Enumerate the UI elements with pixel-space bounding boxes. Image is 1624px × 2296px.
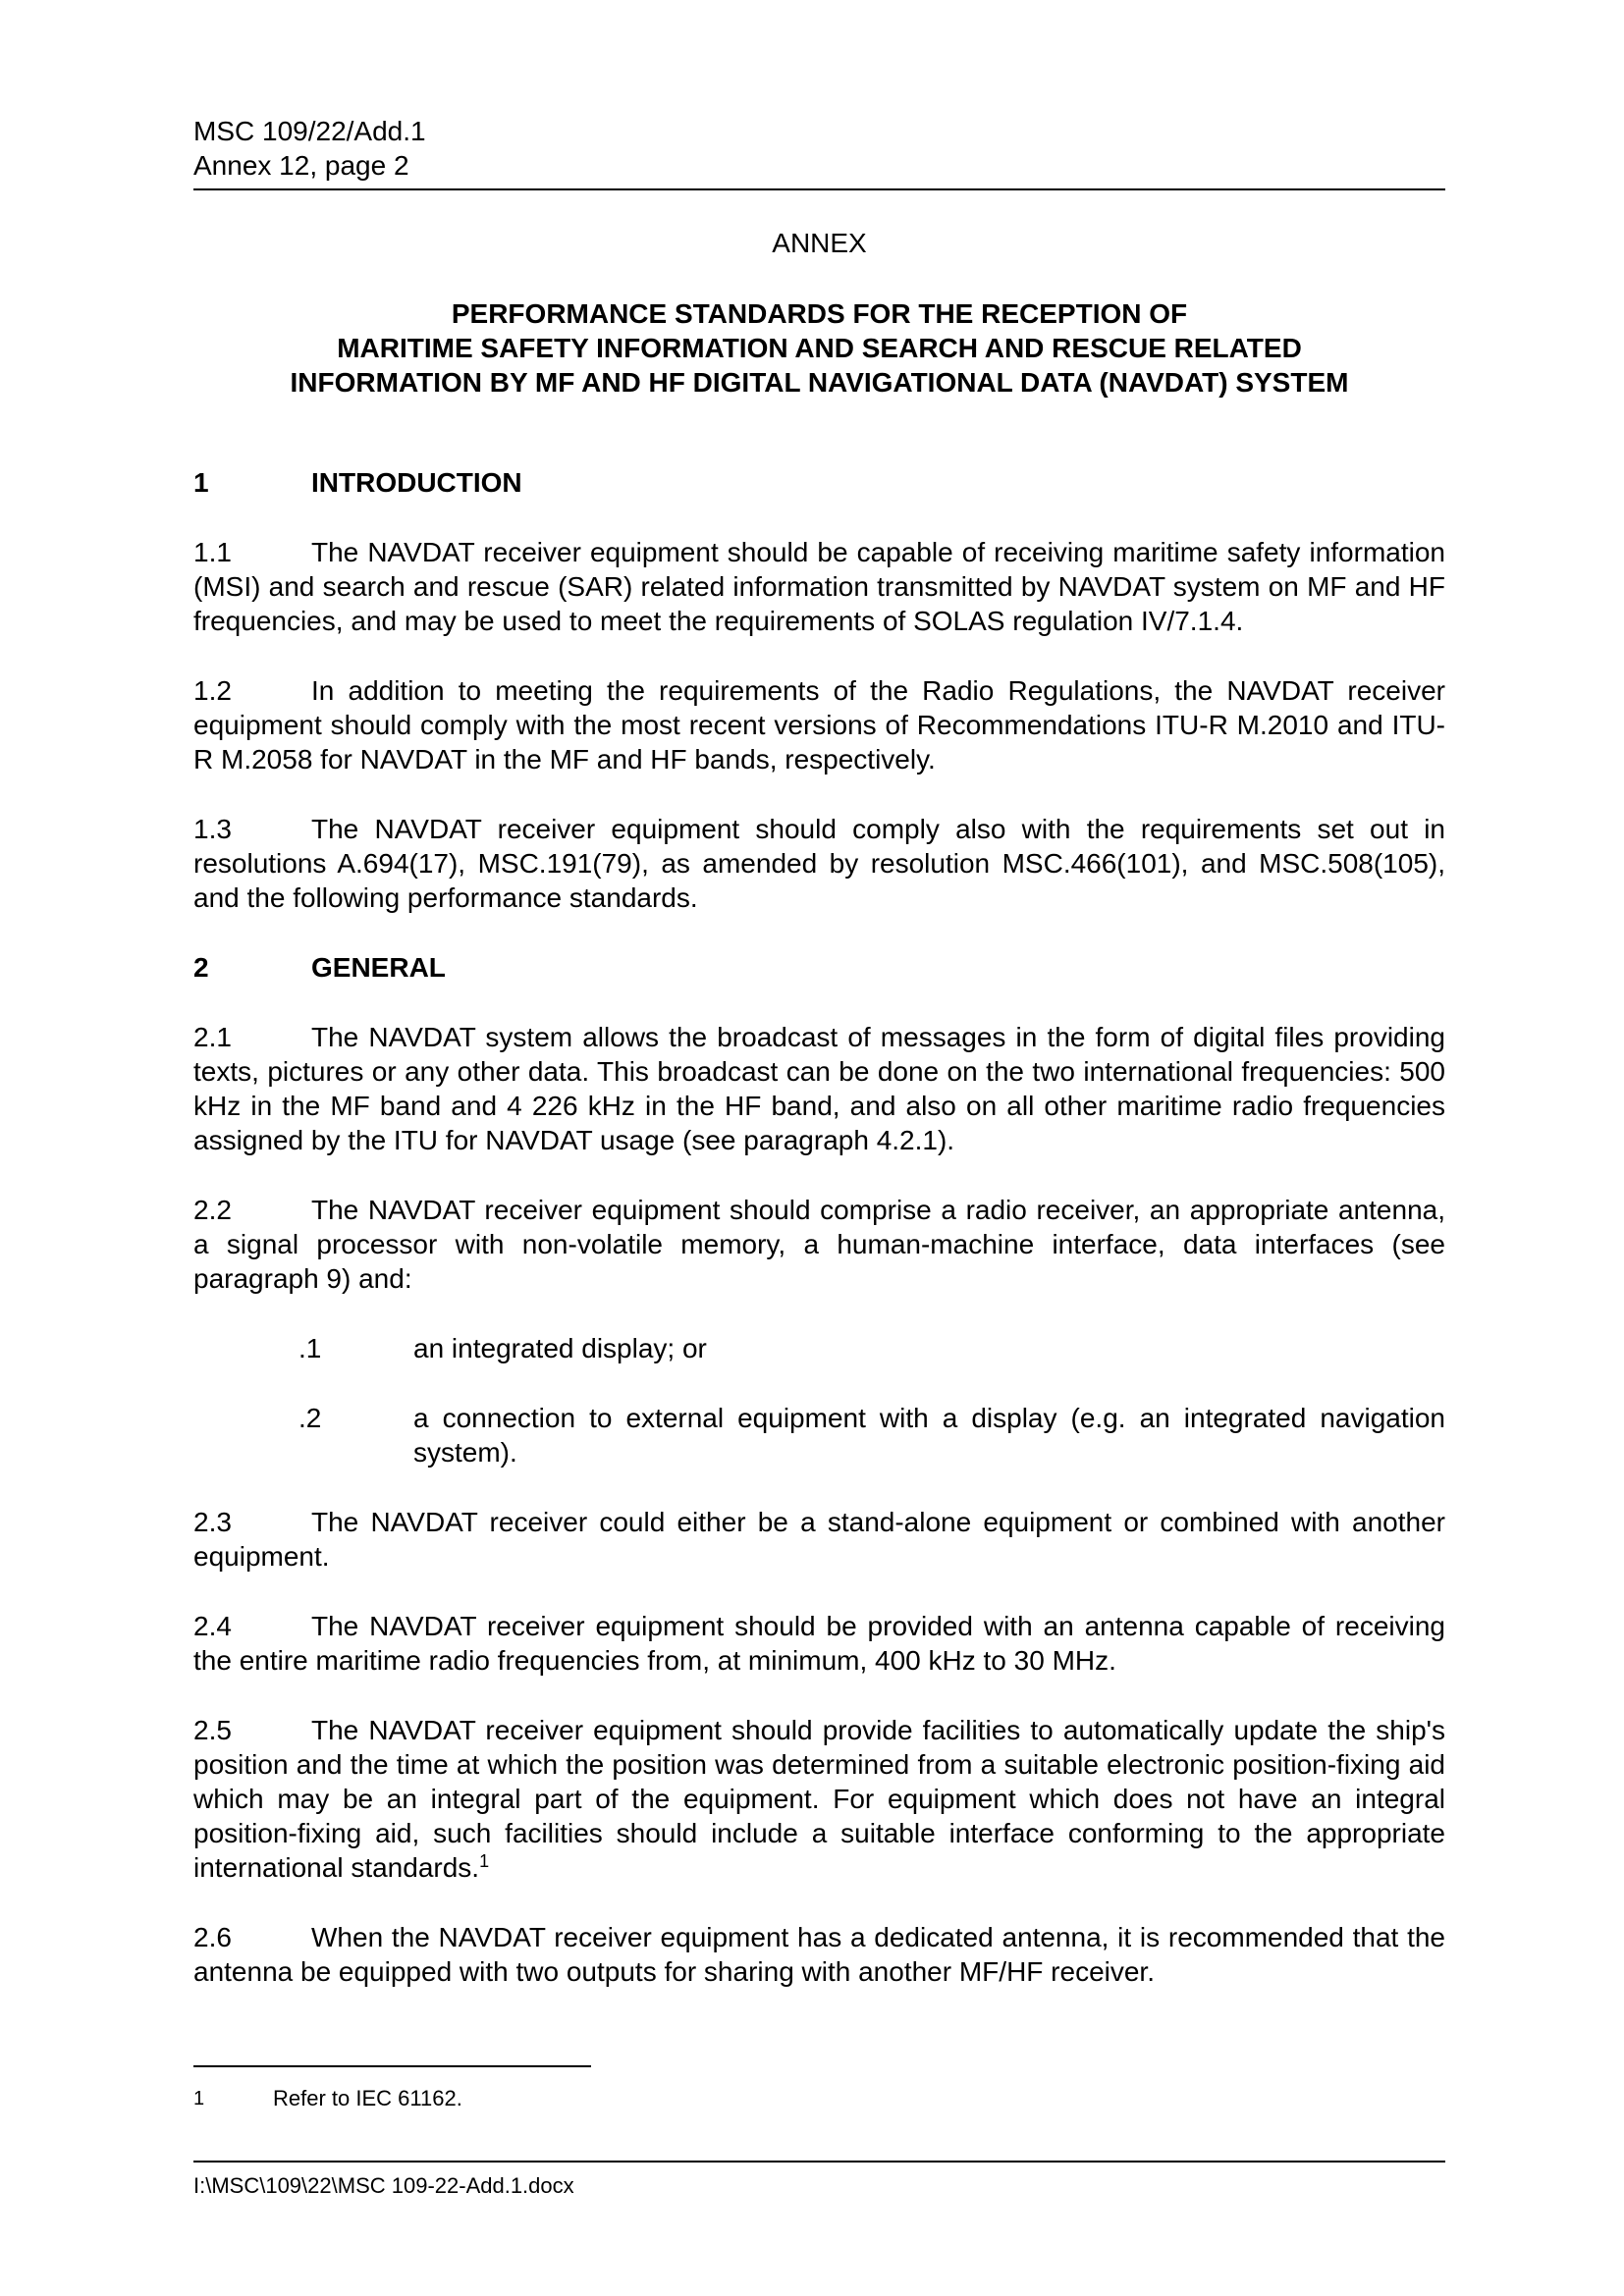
section-heading	[193, 950, 1445, 985]
section-heading	[193, 465, 1445, 500]
footnote-reference[interactable]: 1	[479, 1851, 490, 1871]
section-number: 2	[193, 952, 209, 983]
paragraph-text: In addition to meeting the requirements of the Radio Regulations, the NAVDAT receiver equipment should comply with the most recent versions of Recommendations ITU-R M.2010 and ITU-R M.2058 for NAVDAT in the MF and HF bands, respectively.	[193, 675, 1445, 774]
doc-reference: MSC 109/22/Add.1	[193, 116, 426, 146]
paragraph	[193, 1713, 1445, 1885]
paragraph-text: The NAVDAT system allows the broadcast of messages in the form of digital files providing texts, pictures or any other data. This broadcast can be done on the two international frequencies: 500 kHz in the MF band and 4 226 kHz in the HF band, and also on all other maritime radio frequencies assigned by the ITU for NAVDAT usage (see paragraph 4.2.1).	[193, 1022, 1445, 1155]
paragraph	[193, 1920, 1445, 1989]
section-title: GENERAL	[311, 952, 446, 983]
paragraph-text: When the NAVDAT receiver equipment has a dedicated antenna, it is recommended that the antenna be equipped with two outputs for sharing with another MF/HF receiver.	[193, 1922, 1445, 1987]
paragraph-number: 2.5	[193, 1715, 232, 1745]
page-header	[193, 114, 1445, 190]
paragraph-text: The NAVDAT receiver could either be a stand-alone equipment or combined with another equipment.	[193, 1507, 1445, 1572]
paragraph	[193, 1020, 1445, 1157]
paragraph-text: The NAVDAT receiver equipment should comply also with the requirements set out in resolutions A.694(17), MSC.191(79), as amended by resolution MSC.466(101), and MSC.508(105), and the following performance standards.	[193, 814, 1445, 913]
paragraph-number: 2.2	[193, 1195, 232, 1225]
title-line: MARITIME SAFETY INFORMATION AND SEARCH AND RESCUE RELATED	[337, 333, 1302, 363]
footnote	[193, 2085, 462, 2112]
document-title	[193, 296, 1445, 400]
paragraph-number: 2.4	[193, 1611, 232, 1641]
paragraph-text: The NAVDAT receiver equipment should be capable of receiving maritime safety information (MSI) and search and rescue (SAR) related information transmitted by NAVDAT system on MF and HF frequencies, and may be used to meet the requirements of SOLAS regulation IV/7.1.4.	[193, 537, 1445, 636]
paragraph-number: 1.1	[193, 537, 232, 567]
paragraph	[193, 1193, 1445, 1296]
section-number: 1	[193, 467, 209, 498]
paragraph-number: 2.3	[193, 1507, 232, 1537]
list-item-number: .1	[298, 1333, 322, 1363]
paragraph	[193, 535, 1445, 638]
paragraph-number: 2.1	[193, 1022, 232, 1052]
paragraph-number: 2.6	[193, 1922, 232, 1952]
footnote-separator	[193, 2065, 591, 2067]
paragraph	[193, 1609, 1445, 1678]
paragraph-number: 1.3	[193, 814, 232, 844]
page-footer	[193, 2161, 1445, 2200]
list-item-text: an integrated display; or	[413, 1333, 707, 1363]
file-path: I:\MSC\109\22\MSC 109-22-Add.1.docx	[193, 2173, 574, 2198]
paragraph	[193, 673, 1445, 776]
annex-label: ANNEX	[772, 228, 867, 258]
paragraph-text: The NAVDAT receiver equipment should provide facilities to automatically update the ship's position and the time at which the position was determined from a suitable electronic position-fixing aid which may be an integral part of the equipment. For equipment which does not have an integral position-fixing aid, such facilities should include a suitable interface conforming to the appropriate international standards.	[193, 1715, 1445, 1883]
list-item	[298, 1331, 1445, 1365]
paragraph-text: The NAVDAT receiver equipment should comprise a radio receiver, an appropriate antenna, a signal processor with non-volatile memory, a human-machine interface, data interfaces (see paragraph 9) and:	[193, 1195, 1445, 1294]
list-item-number: .2	[298, 1403, 322, 1433]
paragraph	[193, 1505, 1445, 1574]
list-item	[298, 1401, 1445, 1469]
section-title: INTRODUCTION	[311, 467, 522, 498]
footnote-number: 1	[193, 2088, 205, 2109]
footnote-text: Refer to IEC 61162.	[273, 2086, 462, 2110]
paragraph-number: 1.2	[193, 675, 232, 706]
document-body	[193, 465, 1445, 1989]
title-line: INFORMATION BY MF AND HF DIGITAL NAVIGATIONAL DATA (NAVDAT) SYSTEM	[290, 367, 1349, 398]
page-reference: Annex 12, page 2	[193, 150, 409, 181]
paragraph	[193, 812, 1445, 915]
list-item-text: a connection to external equipment with a display (e.g. an integrated navigation system).	[413, 1403, 1445, 1468]
title-line: PERFORMANCE STANDARDS FOR THE RECEPTION OF	[451, 298, 1188, 329]
paragraph-text: The NAVDAT receiver equipment should be provided with an antenna capable of receiving the entire maritime radio frequencies from, at minimum, 400 kHz to 30 MHz.	[193, 1611, 1445, 1676]
